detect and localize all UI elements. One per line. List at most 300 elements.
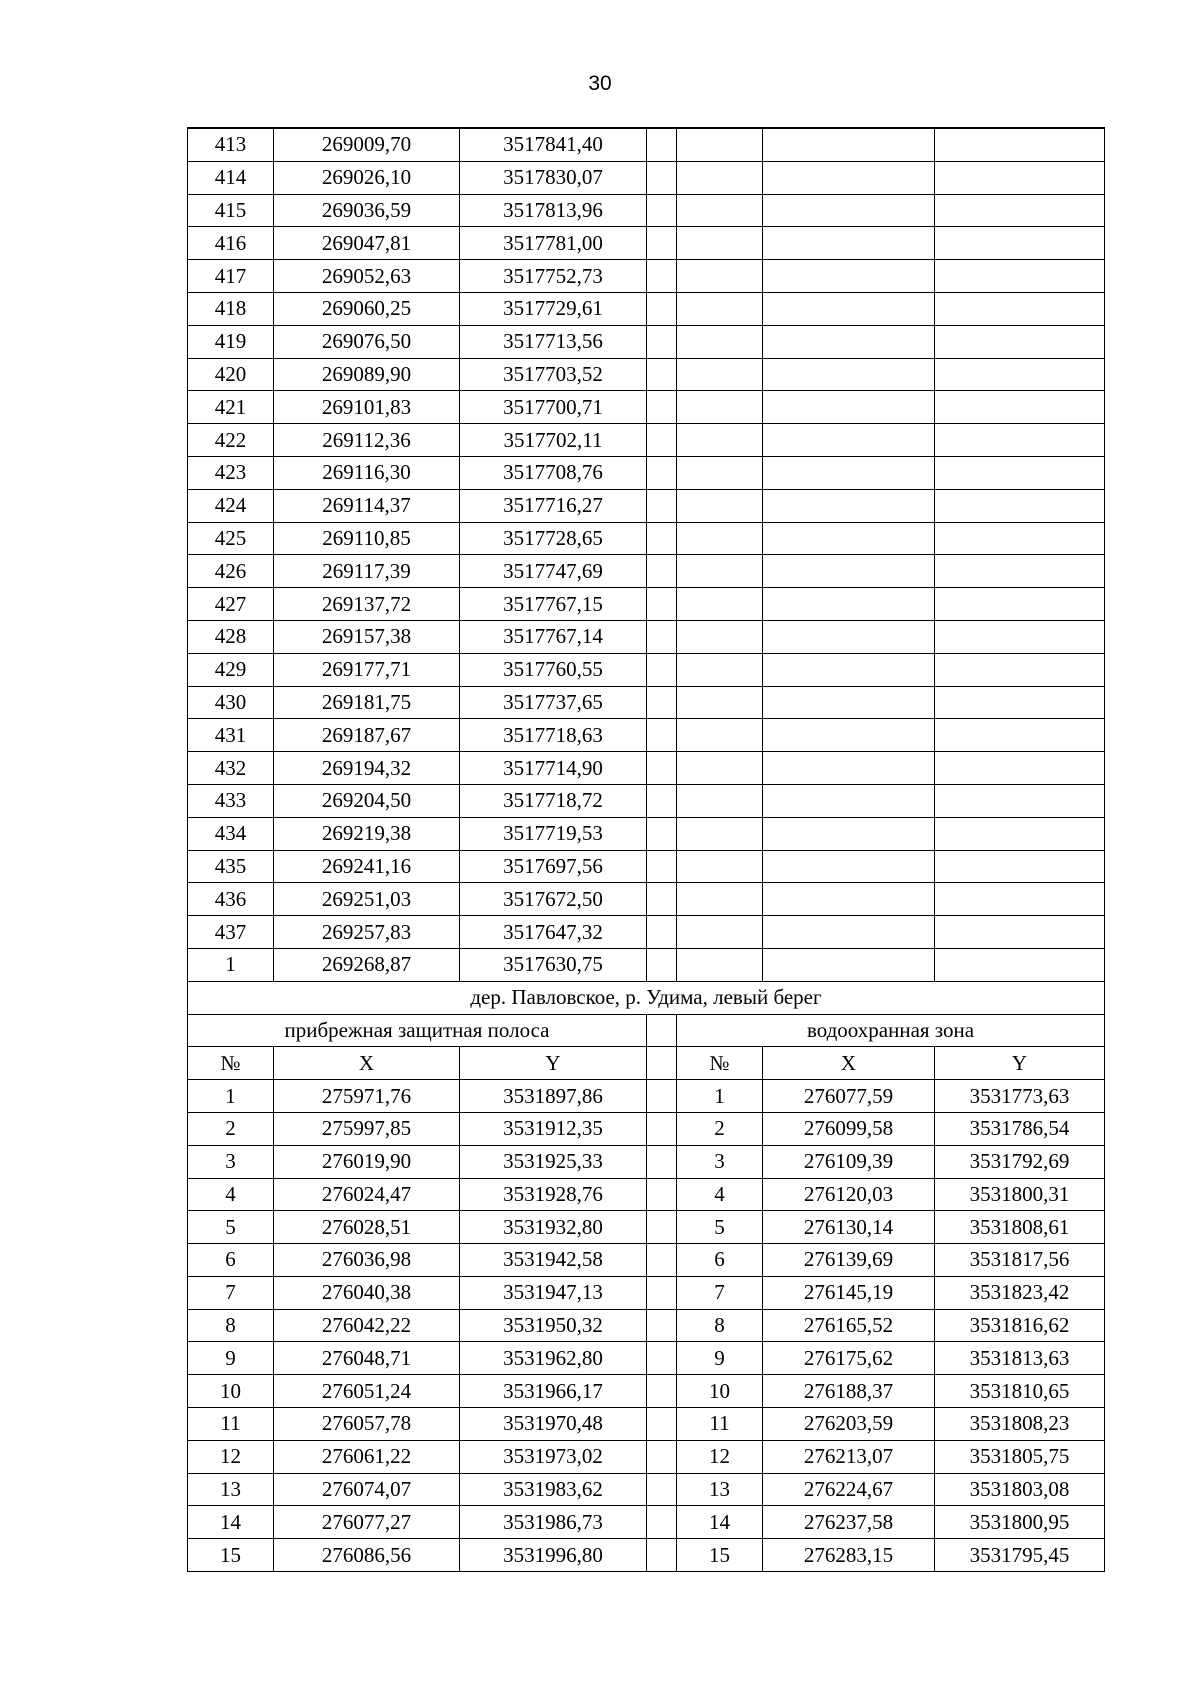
empty-cell (935, 555, 1105, 588)
left-x-coordinate: 276074,07 (274, 1473, 460, 1506)
empty-cell (935, 260, 1105, 293)
left-y-coordinate: 3531962,80 (460, 1342, 647, 1375)
spacer-cell (647, 1047, 677, 1080)
empty-cell (647, 424, 677, 457)
right-num-header: № (677, 1047, 763, 1080)
spacer-cell (647, 1211, 677, 1244)
right-y-coordinate: 3531800,31 (935, 1178, 1105, 1211)
empty-cell (647, 456, 677, 489)
x-coordinate: 269181,75 (274, 686, 460, 719)
empty-cell (935, 883, 1105, 916)
table-row (188, 1309, 1105, 1342)
right-point-number: 7 (677, 1276, 763, 1309)
empty-cell (935, 325, 1105, 358)
empty-cell (647, 752, 677, 785)
empty-cell (763, 719, 935, 752)
point-number: 417 (188, 260, 274, 293)
empty-cell (677, 883, 763, 916)
table-row (188, 1342, 1105, 1375)
x-coordinate: 269026,10 (274, 161, 460, 194)
table-row (188, 1506, 1105, 1539)
empty-cell (677, 916, 763, 949)
continuation-rows (188, 128, 1105, 981)
x-coordinate: 269251,03 (274, 883, 460, 916)
point-number: 424 (188, 489, 274, 522)
empty-cell (935, 686, 1105, 719)
left-point-number: 13 (188, 1473, 274, 1506)
right-point-number: 3 (677, 1145, 763, 1178)
right-y-coordinate: 3531786,54 (935, 1112, 1105, 1145)
table-row (188, 128, 1105, 161)
y-coordinate: 3517697,56 (460, 850, 647, 883)
y-coordinate: 3517830,07 (460, 161, 647, 194)
left-x-coordinate: 276048,71 (274, 1342, 460, 1375)
right-y-coordinate: 3531808,23 (935, 1408, 1105, 1441)
left-x-coordinate: 276057,78 (274, 1408, 460, 1441)
x-coordinate: 269241,16 (274, 850, 460, 883)
x-coordinate: 269187,67 (274, 719, 460, 752)
left-x-coordinate: 276077,27 (274, 1506, 460, 1539)
right-x-coordinate: 276109,39 (763, 1145, 935, 1178)
y-coordinate: 3517767,15 (460, 588, 647, 621)
right-point-number: 13 (677, 1473, 763, 1506)
left-point-number: 8 (188, 1309, 274, 1342)
section-header (188, 981, 1105, 1079)
left-x-header: X (274, 1047, 460, 1080)
empty-cell (677, 719, 763, 752)
left-x-coordinate: 276061,22 (274, 1440, 460, 1473)
empty-cell (763, 522, 935, 555)
point-number: 421 (188, 391, 274, 424)
empty-cell (647, 260, 677, 293)
empty-cell (677, 161, 763, 194)
right-x-coordinate: 276099,58 (763, 1112, 935, 1145)
y-coordinate: 3517813,96 (460, 194, 647, 227)
left-point-number: 2 (188, 1112, 274, 1145)
point-number: 415 (188, 194, 274, 227)
left-x-coordinate: 275997,85 (274, 1112, 460, 1145)
spacer-cell (647, 1342, 677, 1375)
x-coordinate: 269219,38 (274, 817, 460, 850)
right-point-number: 5 (677, 1211, 763, 1244)
right-point-number: 4 (677, 1178, 763, 1211)
empty-cell (935, 489, 1105, 522)
table-row (188, 883, 1105, 916)
empty-cell (763, 883, 935, 916)
left-group-title: прибрежная защитная полоса (188, 1014, 647, 1047)
right-point-number: 14 (677, 1506, 763, 1539)
point-number: 418 (188, 292, 274, 325)
right-x-coordinate: 276130,14 (763, 1211, 935, 1244)
empty-cell (677, 784, 763, 817)
left-x-coordinate: 276036,98 (274, 1244, 460, 1277)
left-num-header: № (188, 1047, 274, 1080)
spacer-cell (647, 1506, 677, 1539)
y-coordinate: 3517718,72 (460, 784, 647, 817)
x-coordinate: 269177,71 (274, 653, 460, 686)
empty-cell (677, 817, 763, 850)
y-coordinate: 3517714,90 (460, 752, 647, 785)
empty-cell (647, 391, 677, 424)
table-row (188, 489, 1105, 522)
point-number: 430 (188, 686, 274, 719)
right-x-coordinate: 276145,19 (763, 1276, 935, 1309)
x-coordinate: 269052,63 (274, 260, 460, 293)
table-row (188, 817, 1105, 850)
empty-cell (677, 325, 763, 358)
point-number: 423 (188, 456, 274, 489)
empty-cell (677, 424, 763, 457)
right-point-number: 11 (677, 1408, 763, 1441)
right-point-number: 12 (677, 1440, 763, 1473)
right-x-coordinate: 276203,59 (763, 1408, 935, 1441)
table-row (188, 653, 1105, 686)
left-point-number: 10 (188, 1375, 274, 1408)
table-row (188, 588, 1105, 621)
left-point-number: 12 (188, 1440, 274, 1473)
table-row (188, 1178, 1105, 1211)
left-point-number: 11 (188, 1408, 274, 1441)
empty-cell (763, 456, 935, 489)
empty-cell (763, 752, 935, 785)
y-coordinate: 3517713,56 (460, 325, 647, 358)
empty-cell (647, 161, 677, 194)
point-number: 419 (188, 325, 274, 358)
empty-cell (935, 916, 1105, 949)
right-y-header: Y (935, 1047, 1105, 1080)
point-number: 428 (188, 620, 274, 653)
empty-cell (647, 817, 677, 850)
x-coordinate: 269137,72 (274, 588, 460, 621)
spacer-cell (647, 1309, 677, 1342)
left-point-number: 4 (188, 1178, 274, 1211)
empty-cell (935, 161, 1105, 194)
empty-cell (935, 653, 1105, 686)
left-y-coordinate: 3531912,35 (460, 1112, 647, 1145)
point-number: 414 (188, 161, 274, 194)
empty-cell (935, 456, 1105, 489)
empty-cell (647, 588, 677, 621)
left-point-number: 3 (188, 1145, 274, 1178)
empty-cell (677, 391, 763, 424)
empty-cell (935, 850, 1105, 883)
empty-cell (763, 424, 935, 457)
empty-cell (677, 260, 763, 293)
table-row (188, 784, 1105, 817)
empty-cell (763, 948, 935, 981)
x-coordinate: 269157,38 (274, 620, 460, 653)
left-point-number: 5 (188, 1211, 274, 1244)
point-number: 429 (188, 653, 274, 686)
empty-cell (763, 850, 935, 883)
y-coordinate: 3517767,14 (460, 620, 647, 653)
right-y-coordinate: 3531795,45 (935, 1539, 1105, 1572)
table-row (188, 1080, 1105, 1113)
table-row (188, 194, 1105, 227)
y-coordinate: 3517719,53 (460, 817, 647, 850)
x-coordinate: 269204,50 (274, 784, 460, 817)
left-point-number: 6 (188, 1244, 274, 1277)
empty-cell (647, 325, 677, 358)
empty-cell (647, 916, 677, 949)
right-x-coordinate: 276283,15 (763, 1539, 935, 1572)
empty-cell (677, 456, 763, 489)
empty-cell (647, 128, 677, 161)
table-row (188, 1440, 1105, 1473)
y-coordinate: 3517703,52 (460, 358, 647, 391)
table-row (188, 1539, 1105, 1572)
point-number: 432 (188, 752, 274, 785)
right-x-coordinate: 276188,37 (763, 1375, 935, 1408)
empty-cell (677, 948, 763, 981)
empty-cell (935, 391, 1105, 424)
empty-cell (677, 292, 763, 325)
y-coordinate: 3517729,61 (460, 292, 647, 325)
right-x-coordinate: 276120,03 (763, 1178, 935, 1211)
table-row (188, 850, 1105, 883)
empty-cell (763, 391, 935, 424)
page-number: 30 (588, 72, 612, 95)
empty-cell (677, 653, 763, 686)
empty-cell (763, 260, 935, 293)
right-group-title: водоохранная зона (677, 1014, 1105, 1047)
empty-cell (647, 489, 677, 522)
empty-cell (677, 489, 763, 522)
x-coordinate: 269116,30 (274, 456, 460, 489)
left-y-coordinate: 3531950,32 (460, 1309, 647, 1342)
empty-cell (677, 588, 763, 621)
y-coordinate: 3517737,65 (460, 686, 647, 719)
empty-cell (935, 292, 1105, 325)
empty-cell (763, 916, 935, 949)
empty-cell (935, 522, 1105, 555)
right-point-number: 8 (677, 1309, 763, 1342)
right-x-coordinate: 276077,59 (763, 1080, 935, 1113)
y-coordinate: 3517716,27 (460, 489, 647, 522)
table-row (188, 948, 1105, 981)
table-row (188, 1408, 1105, 1441)
table-row (188, 1375, 1105, 1408)
left-y-coordinate: 3531942,58 (460, 1244, 647, 1277)
point-number: 437 (188, 916, 274, 949)
right-y-coordinate: 3531792,69 (935, 1145, 1105, 1178)
table-row (188, 391, 1105, 424)
right-point-number: 10 (677, 1375, 763, 1408)
empty-cell (763, 686, 935, 719)
empty-cell (677, 128, 763, 161)
spacer-cell (647, 1145, 677, 1178)
table-row (188, 1211, 1105, 1244)
y-coordinate: 3517702,11 (460, 424, 647, 457)
x-coordinate: 269047,81 (274, 227, 460, 260)
y-coordinate: 3517708,76 (460, 456, 647, 489)
right-x-coordinate: 276237,58 (763, 1506, 935, 1539)
left-x-coordinate: 275971,76 (274, 1080, 460, 1113)
left-x-coordinate: 276028,51 (274, 1211, 460, 1244)
empty-cell (935, 128, 1105, 161)
table-row (188, 916, 1105, 949)
spacer-cell (647, 1440, 677, 1473)
right-y-coordinate: 3531805,75 (935, 1440, 1105, 1473)
point-number: 427 (188, 588, 274, 621)
right-y-coordinate: 3531810,65 (935, 1375, 1105, 1408)
empty-cell (763, 292, 935, 325)
empty-cell (763, 620, 935, 653)
left-y-coordinate: 3531928,76 (460, 1178, 647, 1211)
spacer-cell (647, 1112, 677, 1145)
right-y-coordinate: 3531773,63 (935, 1080, 1105, 1113)
point-number: 420 (188, 358, 274, 391)
table-row (188, 1145, 1105, 1178)
left-x-coordinate: 276051,24 (274, 1375, 460, 1408)
empty-cell (763, 489, 935, 522)
right-point-number: 9 (677, 1342, 763, 1375)
empty-cell (647, 686, 677, 719)
empty-cell (677, 686, 763, 719)
point-number: 434 (188, 817, 274, 850)
empty-cell (647, 719, 677, 752)
table-row (188, 719, 1105, 752)
empty-cell (763, 555, 935, 588)
empty-cell (647, 194, 677, 227)
point-number: 416 (188, 227, 274, 260)
y-coordinate: 3517841,40 (460, 128, 647, 161)
table-row (188, 620, 1105, 653)
y-coordinate: 3517672,50 (460, 883, 647, 916)
empty-cell (935, 227, 1105, 260)
x-coordinate: 269089,90 (274, 358, 460, 391)
right-y-coordinate: 3531817,56 (935, 1244, 1105, 1277)
x-coordinate: 269110,85 (274, 522, 460, 555)
left-y-coordinate: 3531925,33 (460, 1145, 647, 1178)
empty-cell (677, 522, 763, 555)
right-y-coordinate: 3531823,42 (935, 1276, 1105, 1309)
point-number: 425 (188, 522, 274, 555)
y-coordinate: 3517752,73 (460, 260, 647, 293)
table-row (188, 325, 1105, 358)
empty-cell (935, 752, 1105, 785)
spacer-cell (647, 1473, 677, 1506)
empty-cell (677, 227, 763, 260)
y-coordinate: 3517630,75 (460, 948, 647, 981)
left-y-coordinate: 3531996,80 (460, 1539, 647, 1572)
empty-cell (677, 620, 763, 653)
table-row (188, 1473, 1105, 1506)
empty-cell (935, 620, 1105, 653)
x-coordinate: 269060,25 (274, 292, 460, 325)
left-x-coordinate: 276086,56 (274, 1539, 460, 1572)
right-y-coordinate: 3531813,63 (935, 1342, 1105, 1375)
right-x-coordinate: 276224,67 (763, 1473, 935, 1506)
right-y-coordinate: 3531808,61 (935, 1211, 1105, 1244)
y-coordinate: 3517781,00 (460, 227, 647, 260)
empty-cell (935, 719, 1105, 752)
left-point-number: 14 (188, 1506, 274, 1539)
spacer-cell (647, 1244, 677, 1277)
left-y-coordinate: 3531973,02 (460, 1440, 647, 1473)
table-row (188, 292, 1105, 325)
table-row (188, 161, 1105, 194)
table-row (188, 358, 1105, 391)
y-coordinate: 3517747,69 (460, 555, 647, 588)
left-y-coordinate: 3531970,48 (460, 1408, 647, 1441)
empty-cell (763, 161, 935, 194)
section-title: дер. Павловское, р. Удима, левый берег (188, 981, 1105, 1014)
point-number: 426 (188, 555, 274, 588)
left-x-coordinate: 276024,47 (274, 1178, 460, 1211)
empty-cell (677, 752, 763, 785)
y-coordinate: 3517760,55 (460, 653, 647, 686)
empty-cell (647, 555, 677, 588)
table-row (188, 522, 1105, 555)
left-x-coordinate: 276040,38 (274, 1276, 460, 1309)
point-number: 436 (188, 883, 274, 916)
right-point-number: 1 (677, 1080, 763, 1113)
right-x-coordinate: 276165,52 (763, 1309, 935, 1342)
empty-cell (647, 227, 677, 260)
right-point-number: 6 (677, 1244, 763, 1277)
empty-cell (935, 817, 1105, 850)
empty-cell (647, 522, 677, 555)
empty-cell (647, 653, 677, 686)
empty-cell (935, 358, 1105, 391)
coordinates-table (187, 127, 1105, 1572)
table-row (188, 1244, 1105, 1277)
left-y-coordinate: 3531897,86 (460, 1080, 647, 1113)
left-y-coordinate: 3531947,13 (460, 1276, 647, 1309)
left-x-coordinate: 276042,22 (274, 1309, 460, 1342)
y-coordinate: 3517700,71 (460, 391, 647, 424)
empty-cell (935, 194, 1105, 227)
y-coordinate: 3517728,65 (460, 522, 647, 555)
table-row (188, 1112, 1105, 1145)
left-y-header: Y (460, 1047, 647, 1080)
point-number: 435 (188, 850, 274, 883)
empty-cell (647, 850, 677, 883)
empty-cell (763, 358, 935, 391)
right-y-coordinate: 3531803,08 (935, 1473, 1105, 1506)
empty-cell (647, 620, 677, 653)
spacer-cell (647, 1276, 677, 1309)
point-number: 422 (188, 424, 274, 457)
x-coordinate: 269112,36 (274, 424, 460, 457)
point-number: 413 (188, 128, 274, 161)
right-y-coordinate: 3531816,62 (935, 1309, 1105, 1342)
y-coordinate: 3517718,63 (460, 719, 647, 752)
right-x-header: X (763, 1047, 935, 1080)
spacer-cell (647, 1178, 677, 1211)
left-y-coordinate: 3531932,80 (460, 1211, 647, 1244)
spacer-cell (647, 1539, 677, 1572)
empty-cell (763, 653, 935, 686)
x-coordinate: 269194,32 (274, 752, 460, 785)
x-coordinate: 269009,70 (274, 128, 460, 161)
empty-cell (763, 817, 935, 850)
spacer-cell (647, 1375, 677, 1408)
section-rows (188, 1080, 1105, 1572)
table-row (188, 227, 1105, 260)
right-y-coordinate: 3531800,95 (935, 1506, 1105, 1539)
empty-cell (647, 292, 677, 325)
point-number: 433 (188, 784, 274, 817)
left-point-number: 7 (188, 1276, 274, 1309)
left-y-coordinate: 3531966,17 (460, 1375, 647, 1408)
y-coordinate: 3517647,32 (460, 916, 647, 949)
left-point-number: 15 (188, 1539, 274, 1572)
right-point-number: 2 (677, 1112, 763, 1145)
table-row (188, 456, 1105, 489)
empty-cell (677, 555, 763, 588)
